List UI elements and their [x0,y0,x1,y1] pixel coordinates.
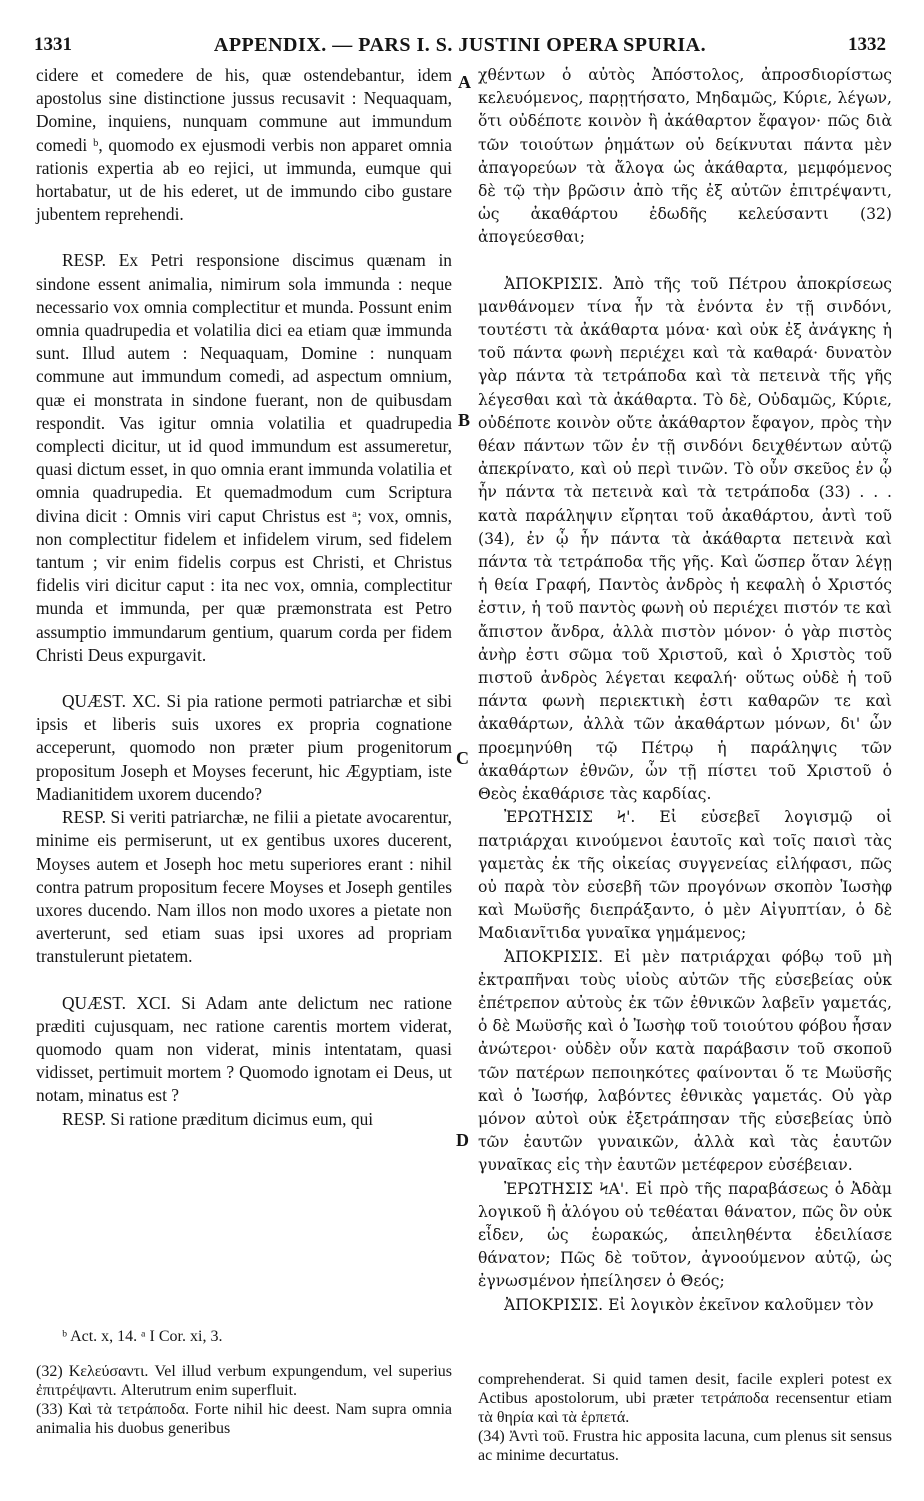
latin-paragraph: RESP. Ex Petri responsione discimus quænam in sindone essent animalia, nimirum sola immunda : neque necessario vox omnia complectitur et munda. Possunt enim omnia quadrupedia et volatilia dici ea etiam quæ immunda sunt. Illud autem : Nequaquam, Domine : nunquam commune aut immundum comedi, ad aspectum omnium, quæ ei monstrata in sindone fuerant, non de quibusdam respondit. Vas igitur omnia volatilia et quadrupedia complecti dicitur, ut id quod immundum est assumeretur, quasi dictum esset, in quo omnia erant immunda volatilia et omnia quadrupedia. Et quemadmodum cum Scriptura divina dicit : Omnis viri caput Christus est ᵃ; vox, omnis, non complectitur fidelem et infidelem virum, sed fidelem tantum ; vir enim fidelis corpus est Christi, et Christus fidelis viri dicitur caput : ita nec vox, omnia, complectitur munda et immunda, per quæ præmonstrata est Petro assumptio immundarum gentium, quarum corda per fidem Christi Deus expurgavit. [36,250,452,665]
page-number-left: 1331 [34,34,72,55]
running-header [34,34,886,60]
latin-paragraph: cidere et comedere de his, quæ ostendebantur, idem apostolus sine distinctione jussus recusavit : Nequaquam, Domine, inquiens, nunquam commune aut immundum comedi ᵇ, quomodo ex ejusmodi verbis non apparet omnia rationis expertia ab eo rejici, ut immunda, eumque qui hortabatur, ut de his ederet, ut de immundo cibo gustare jubentem reprehendi. [36,65,452,225]
greek-paragraph: ἈΠΟΚΡΙΣΙΣ. Ἀπὸ τῆς τοῦ Πέτρου ἀποκρίσεως μανθάνομεν τίνα ἦν τὰ ἐνόντα ἐν τῇ σινδόνι, τουτέστι τὰ ἀκάθαρτα μόνα· καὶ οὐκ ἐξ ἀνάγκης ἡ τοῦ πάντα φωνὴ περιέχει καὶ τὰ καθαρά· δυνατὸν γὰρ πάντα τὰ τετράποδα καὶ τὰ πετεινὰ τῆς γῆς λέγεσθαι καὶ τὰ ἀκάθαρτα. Τὸ δὲ, Οὐδαμῶς, Κύριε, οὐδέποτε κοινὸν οὔτε ἀκάθαρτον ἔφαγον, πρὸς τὴν θέαν πάντων τῶν ἐν τῇ σινδόνι δειχθέντων αὐτῷ ἀπεκρίνατο, καὶ οὐ περὶ τινῶν. Τὸ οὖν σκεῦος ἐν ᾧ ἦν πάντα τὰ πετεινὰ καὶ τὰ τετράποδα (33) . . . κατὰ παράληψιν εἴρηται τοῦ ἀκαθάρτου, ἀντὶ τοῦ (34), ἐν ᾧ ἦν πάντα τὰ ἀκάθαρτα πετεινὰ καὶ πάντα τὰ τετράποδα τῆς γῆς. Καὶ ὥσπερ ὅταν λέγῃ ἡ θεία Γραφή, Παντὸς ἀνδρὸς ἡ κεφαλὴ ὁ Χριστός ἐστιν, ἡ τοῦ παντὸς φωνὴ οὐ περιέχει πιστόν τε καὶ ἄπιστον ἄνδρα, ἀλλὰ πιστὸν μόνον· ὁ γὰρ πιστὸς ἀνὴρ ἐστι σῶμα τοῦ Χριστοῦ, καὶ ὁ Χριστὸς τοῦ πιστοῦ ἀνδρὸς λέγεται κεφαλή· οὕτως οὐδὲ ἡ τοῦ πάντα φωνὴ περιεκτικὴ ἐστι καθαρῶν τε καὶ ἀκαθάρτων, ἀλλὰ τῶν ἀκαθάρτων μόνων, δι' ὧν προεμηνύθη τῷ Πέτρῳ ἡ παράληψις τῶν ἀκαθάρτων ἐθνῶν, ὧν τῇ πίστει τοῦ Χριστοῦ ὁ Θεὸς ἐκαθάρισε τὰς καρδίας. [478,274,892,804]
latin-paragraph: RESP. Si veriti patriarchæ, ne filii a pietate avocarentur, minime eis permiserunt, ut ex gentibus uxores ducerent, Moyses autem et Joseph hoc metu superiores erant : nihil contra patrum propositum fecere Moyses et Joseph gentiles uxores ducendo. Nam illos non modo uxores a pietate non averterunt, sed etiam suas ipsi uxores ad propriam transtulerunt pietatem. [36,807,452,967]
greek-paragraph: ἈΠΟΚΡΙΣΙΣ. Εἰ λογικὸν ἐκεῖνον καλοῦμεν τὸν [504,1295,874,1314]
latin-question: QUÆST. XCI. Si Adam ante delictum nec ratione præditi cujusquam, nec ratione carentis mortem viderat, quomodo quam non viderat, minis intentatam, quasi vidisset, pertimuit mortem ? Quomodo ignotam ei Deus, ut notam, minatus est ? [36,992,452,1106]
footnote: comprehenderat. Si quid tamen desit, facile expleri potest ex Actibus apostolorum, ubi præter τετράποδα recensentur etiam τὰ θηρία καὶ τὰ ἑρπετά. [478,1371,892,1426]
footnote: (34) Ἀντὶ τοῦ. Frustra hic apposita lacuna, cum plenus sit sensus ac minime decurtatus. [478,1428,892,1464]
greek-paragraph: χθέντων ὁ αὐτὸς Ἀπόστολος, ἀπροσδιορίστως κελευόμενος, παρῃτήσατο, Μηδαμῶς, Κύριε, λέγων, ὅτι οὐδέποτε κοινὸν ἢ ἀκάθαρτον ἔφαγον· πῶς διὰ τῶν τοιούτων ῥημάτων οὐ δείκνυται πάντα μὲν ἀπαγορεύων τὰ ἄλογα ὡς ἀκάθαρτα, μεμφόμενος δὲ τῷ τὴν βρῶσιν ἀπὸ τῆς ἐξ αὐτῶν ἐπιτρέψαντι, ὡς ἀκαθάρτου ἐδωδῆς κελεύσαντι (32) ἀπογεύεσθαι; [478,66,892,247]
page-title: APPENDIX. — PARS I. S. JUSTINI OPERA SPURIA. [213,34,707,56]
section-marker-d: D [456,1130,469,1150]
footnotes-right [478,1370,892,1465]
greek-question: ἘΡΩΤΗΣΙΣ ϞΑ'. Εἰ πρὸ τῆς παραβάσεως ὁ Ἀδὰμ λογικοῦ ἢ ἀλόγου οὐ τεθέαται θάνατον, πῶς ὃν οὐκ εἶδεν, ὡς ἑωρακώς, ἀπειληθέντα ἐδειλίασε θάνατον; Πῶς δὲ τοῦτον, ἀγνοούμενον αὐτῷ, ὡς ἐγνωσμένον ἠπείλησεν ὁ Θεός; [478,1179,892,1291]
footnotes-left [36,1362,452,1438]
section-marker-b: B [458,410,471,430]
latin-paragraph: RESP. Si ratione præditum dicimus eum, qui [62,1108,374,1129]
latin-question: QUÆST. XC. Si pia ratione permoti patriarchæ et sibi ipsis et liberis suis uxores ex propria cognatione acceperunt, quomodo non præter pium progenitorum propositum Joseph et Moyses fecerunt, hic Ægyptiam, iste Madianitidem uxorem ducendo? [36,691,452,804]
greek-question: ἘΡΩΤΗΣΙΣ Ϟ'. Εἰ εὐσεβεῖ λογισμῷ οἱ πατριάρχαι κινούμενοι ἑαυτοῖς καὶ τοῖς παισὶ τὰς γαμετὰς ἐκ τῆς οἰκείας συγγενείας εἰλήφασι, πῶς οὐ παρὰ τὸν εὐσεβῆ τῶν προγόνων σκοπὸν Ἰωσὴφ καὶ Μωϋσῆς διεπράξαντο, ὁ μὲν Αἰγυπτίαν, ὁ δὲ Μαδιανῖτιδα γυναῖκα γημάμενος; [478,808,892,943]
greek-column [478,64,892,1317]
footnote: (32) Κελεύσαντι. Vel illud verbum expungendum, vel superius ἐπιτρέψαντι. Alterutrum enim superfluit. [36,1363,452,1399]
footnote: (33) Καὶ τὰ τετράποδα. Forte nihil hic deest. Nam supra omnia animalia his duobus generibus [36,1401,452,1437]
section-marker-c: C [456,748,469,768]
section-marker-a: A [458,72,471,92]
latin-column [36,64,452,1131]
scripture-references: ᵇ Act. x, 14. ᵃ I Cor. xi, 3. [62,1328,223,1345]
greek-paragraph: ἈΠΟΚΡΙΣΙΣ. Εἰ μὲν πατριάρχαι φόβῳ τοῦ μὴ ἐκτραπῆναι τοὺς υἱοὺς αὐτῶν τῆς εὐσεβείας οὐκ ἐπέτρεπον αὐτοὺς ἐκ τῶν ἐθνικῶν λαβεῖν γαμετάς, ὁ δὲ Μωϋσῆς καὶ ὁ Ἰωσὴφ τοῦ τοιούτου φόβου ἦσαν ἀνώτεροι· οὐδὲν οὖν κατὰ παράβασιν τοῦ σκοποῦ τῶν πατέρων πεποιηκότες φαίνονται ὅ τε Μωϋσῆς καὶ ὁ Ἰωσήφ, λαβόντες ἐθνικὰς γαμετάς. Οὐ γὰρ μόνον αὐτοὶ οὐκ ἐξετράπησαν τῆς εὐσεβείας ὑπὸ τῶν ἑαυτῶν γυναικῶν, ἀλλὰ καὶ τὰς ἑαυτῶν γυναῖκας εἰς τὴν ἑαυτῶν μετέφερον εὐσέβειαν. [478,947,892,1175]
page-number-right: 1332 [848,34,886,55]
